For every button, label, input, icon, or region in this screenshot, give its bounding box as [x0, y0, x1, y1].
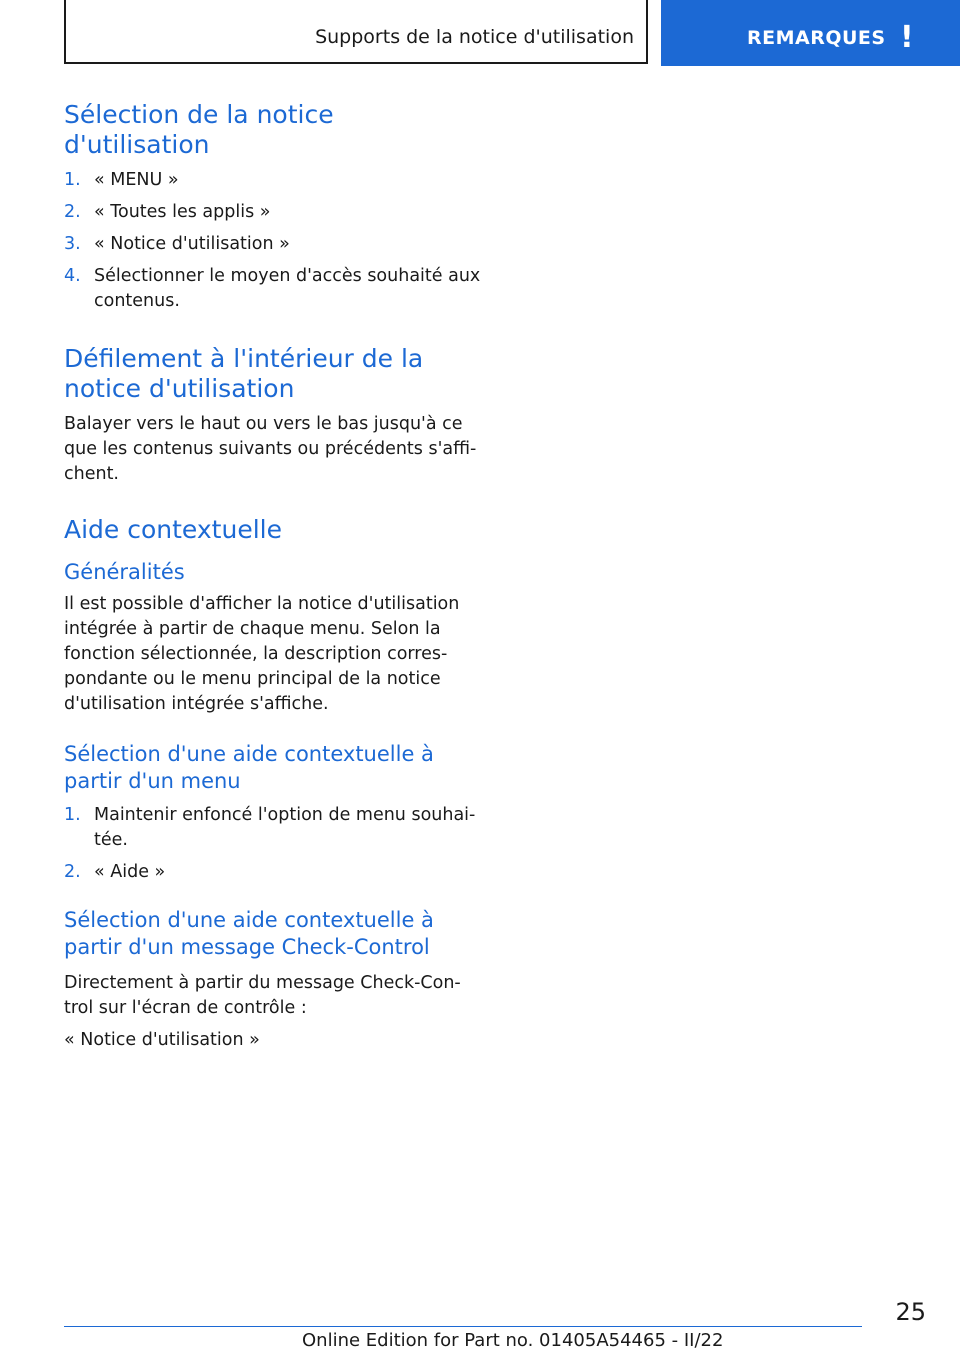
- subsection-title-from-check: Sélection d'une aide contextuelle à partir d'un message Check-Control: [64, 908, 434, 959]
- section-title-select: Sélection de la notice d'utilisation: [64, 100, 334, 159]
- list-item: [64, 232, 484, 257]
- list-item: [64, 264, 484, 314]
- select-steps-list: [64, 168, 484, 314]
- list-item: [64, 860, 484, 885]
- step-text: « Toutes les applis »: [94, 202, 271, 222]
- subsection-title-from-menu: Sélection d'une aide contextuelle à partir d'un menu: [64, 742, 434, 793]
- exclamation-icon: !: [900, 20, 914, 55]
- section-title-help: Aide contextuelle: [64, 515, 282, 544]
- from-check-paragraph: Directement à partir du message Check-Con‐trol sur l'écran de contrôle :: [64, 973, 461, 1018]
- section-tab-label: REMARQUES: [747, 27, 886, 49]
- step-text: « Notice d'utilisation »: [94, 234, 290, 254]
- general-paragraph: Il est possible d'afficher la notice d'utilisation intégrée à partir de chaque menu. Selon la fonction sélectionnée, la description corres‐pondante ou le menu principal de la notice d'utilisation intégrée s'affiche.: [64, 594, 460, 714]
- step-number: 4.: [64, 266, 81, 286]
- step-text: Sélectionner le moyen d'accès souhaité aux contenus.: [94, 266, 481, 311]
- step-number: 1.: [64, 170, 81, 190]
- edition-footer: Online Edition for Part no. 01405A54465 - II/22: [302, 1330, 724, 1351]
- subsection-title-general: Généralités: [64, 560, 185, 584]
- from-menu-steps-list: [64, 803, 484, 885]
- step-number: 2.: [64, 202, 81, 222]
- page-content: [64, 100, 484, 1053]
- step-number: 3.: [64, 234, 81, 254]
- section-tab[interactable]: [661, 0, 960, 66]
- step-text: « MENU »: [94, 170, 179, 190]
- section-title-scroll: Défilement à l'intérieur de la notice d'utilisation: [64, 344, 424, 403]
- footer-divider: [64, 1326, 862, 1327]
- from-check-path: « Notice d'utilisation »: [64, 1030, 260, 1050]
- list-item: [64, 200, 484, 225]
- scroll-paragraph: Balayer vers le haut ou vers le bas jusqu'à ce que les contenus suivants ou précédents s'affi‐chent.: [64, 414, 477, 484]
- step-text: Maintenir enfoncé l'option de menu souhai‐tée.: [94, 805, 476, 850]
- list-item: [64, 168, 484, 193]
- chapter-header: [64, 0, 648, 64]
- chapter-title: Supports de la notice d'utilisation: [315, 26, 634, 48]
- list-item: [64, 803, 484, 853]
- step-number: 1.: [64, 805, 81, 825]
- step-text: « Aide »: [94, 862, 166, 882]
- step-number: 2.: [64, 862, 81, 882]
- page-number: 25: [895, 1298, 926, 1326]
